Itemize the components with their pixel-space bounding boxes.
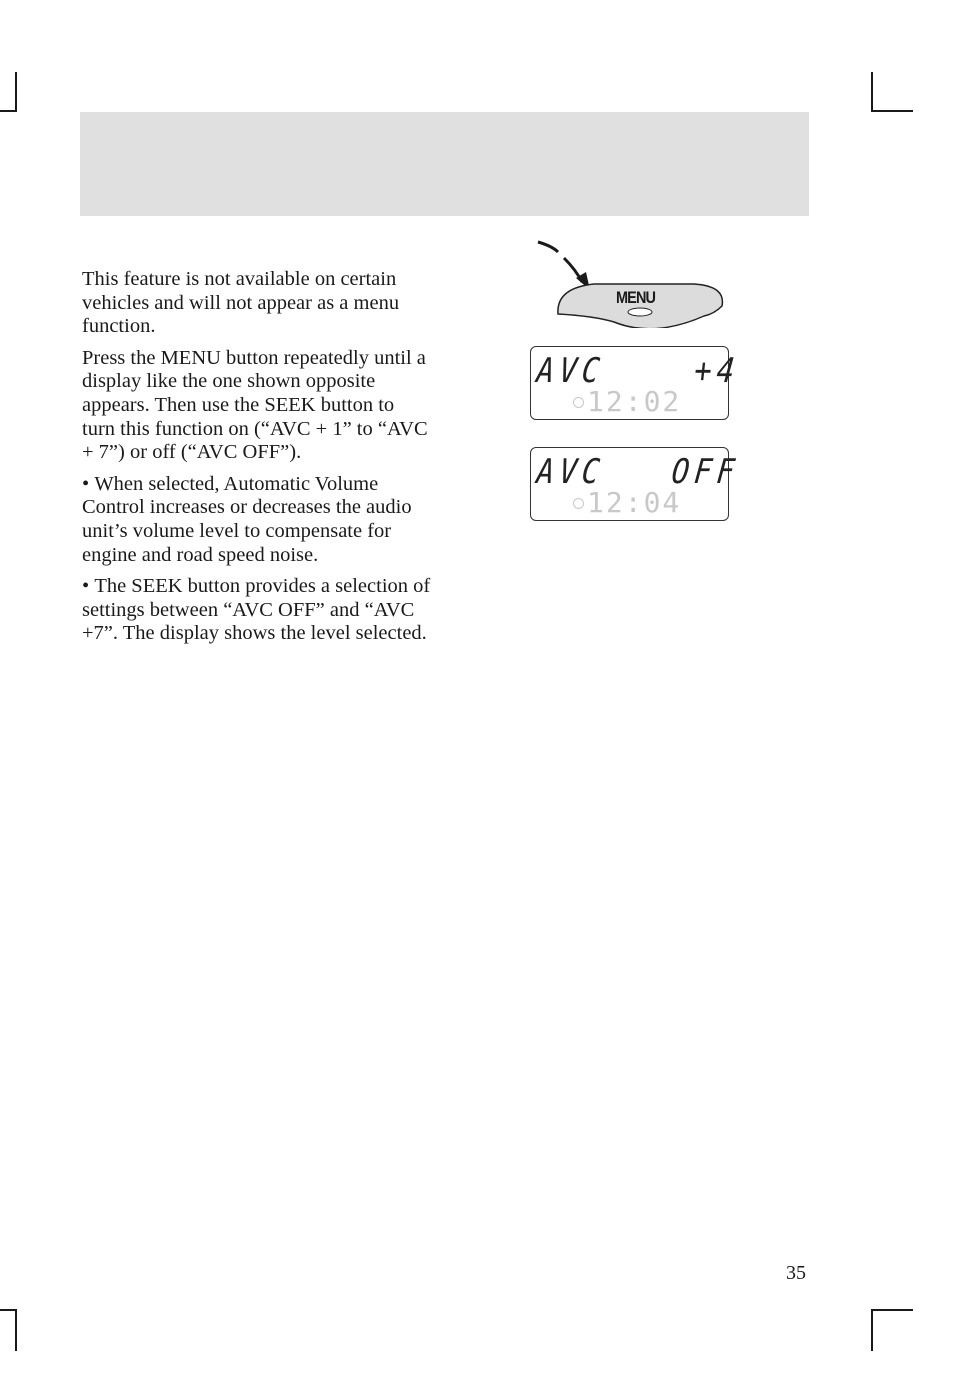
menu-button-label: MENU	[616, 288, 656, 307]
paragraph-1: This feature is not available on certain vehicles and will not appear as a menu function.	[82, 268, 400, 338]
crop-mark-br-v	[871, 1309, 873, 1351]
body-text	[82, 268, 432, 654]
crop-mark-br-h	[871, 1309, 913, 1311]
crop-mark-tr-h	[871, 110, 913, 112]
lcd-main-text: AVC +4	[534, 351, 742, 391]
crop-mark-tl-h	[0, 110, 17, 112]
paragraph-2: Press the MENU button repeatedly until a display like the one shown opposite appears. Then use the SEEK button to turn this function on (“AVC + 1” to “AVC + 7”) or off (“AVC OFF”).	[82, 346, 428, 464]
lcd-time-text: 12:04	[587, 486, 682, 519]
lcd-main-text: AVC OFF	[534, 452, 742, 492]
clock-icon	[573, 397, 584, 408]
crop-mark-tl-v	[15, 72, 17, 112]
lcd-display-2	[530, 447, 742, 521]
clock-icon	[573, 498, 584, 509]
bullet-paragraph-2: • The SEEK button provides a selection of settings between “AVC OFF” and “AVC +7”. The display shows the level selected.	[82, 575, 432, 646]
bullet-paragraph-1: • When selected, Automatic Volume Control increases or decreases the audio unit’s volume level to compensate for engine and road speed noise.	[82, 473, 432, 567]
lcd-time-text: 12:02	[587, 385, 682, 418]
avc-figure	[528, 238, 742, 538]
crop-mark-bl-h	[0, 1309, 17, 1311]
header-band	[80, 112, 809, 216]
crop-mark-bl-v	[15, 1309, 17, 1351]
lcd-display-1	[530, 346, 742, 420]
page-number: 35	[786, 1262, 806, 1284]
crop-mark-tr-v	[871, 72, 873, 112]
